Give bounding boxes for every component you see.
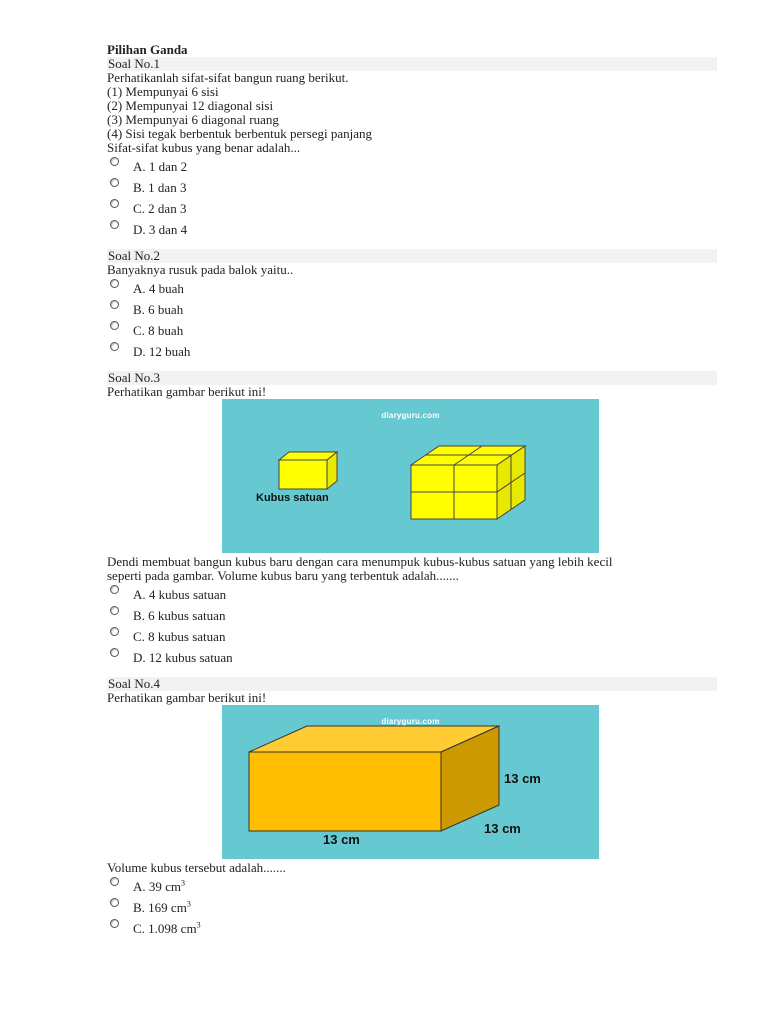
question-2 [107, 249, 717, 361]
orange-cube [249, 726, 499, 831]
stacked-cube [411, 446, 525, 519]
radio-button[interactable] [110, 199, 119, 208]
page-heading: Pilihan Ganda [107, 42, 188, 57]
option-label: C. 2 dan 3 [133, 201, 187, 216]
question-text: Volume kubus tersebut adalah....... [107, 860, 286, 875]
question-4 [107, 677, 717, 938]
question-text: (1) Mempunyai 6 sisi [107, 84, 219, 99]
height-label: 13 cm [504, 771, 541, 786]
answer-option-d[interactable] [107, 340, 717, 361]
question-text: Banyaknya rusuk pada balok yaitu.. [107, 262, 294, 277]
figure-watermark: diaryguru.com [381, 411, 440, 420]
radio-button[interactable] [110, 606, 119, 615]
answer-option-c[interactable] [107, 917, 717, 938]
option-label [133, 922, 201, 936]
option-superscript: 3 [181, 878, 186, 888]
question-3 [107, 371, 717, 667]
answer-option-d[interactable] [107, 646, 717, 667]
option-text: A. 39 cm [133, 879, 182, 894]
answer-option-c[interactable] [107, 625, 717, 646]
answer-option-c[interactable] [107, 319, 717, 340]
answer-option-b[interactable] [107, 176, 717, 197]
option-superscript: 3 [186, 899, 191, 909]
option-label: D. 12 kubus satuan [133, 650, 233, 665]
answer-option-b[interactable] [107, 604, 717, 625]
radio-button[interactable] [110, 178, 119, 187]
option-label: C. 8 buah [133, 323, 184, 338]
unit-cube-label: Kubus satuan [256, 492, 329, 504]
unit-cube [279, 452, 337, 489]
option-label: A. 4 kubus satuan [133, 587, 227, 602]
question-text: Perhatikan gambar berikut ini! [107, 690, 267, 705]
quiz-page [107, 43, 717, 938]
radio-button[interactable] [110, 627, 119, 636]
radio-button[interactable] [110, 877, 119, 886]
radio-button[interactable] [110, 648, 119, 657]
question-text: Sifat-sifat kubus yang benar adalah... [107, 140, 301, 155]
radio-button[interactable] [110, 321, 119, 330]
answer-option-b[interactable] [107, 298, 717, 319]
question-label: Soal No.2 [107, 249, 717, 263]
question-text: Dendi membuat bangun kubus baru dengan cara menumpuk kubus-kubus satuan yang lebih kecil [107, 554, 613, 569]
option-label: C. 8 kubus satuan [133, 629, 226, 644]
question-text: Perhatikanlah sifat-sifat bangun ruang berikut. [107, 70, 349, 85]
answer-option-b[interactable] [107, 896, 717, 917]
radio-button[interactable] [110, 300, 119, 309]
option-label: B. 1 dan 3 [133, 180, 187, 195]
question-text: (4) Sisi tegak berbentuk berbentuk persegi panjang [107, 126, 372, 141]
question-text: seperti pada gambar. Volume kubus baru yang terbentuk adalah....... [107, 568, 459, 583]
answer-option-a[interactable] [107, 875, 717, 896]
cube-illustration [222, 705, 599, 859]
option-text: C. 1.098 cm [133, 921, 197, 936]
radio-button[interactable] [110, 220, 119, 229]
question-label: Soal No.4 [107, 677, 717, 691]
radio-button[interactable] [110, 898, 119, 907]
radio-button[interactable] [110, 919, 119, 928]
question-label: Soal No.1 [107, 57, 717, 71]
option-label: D. 12 buah [133, 344, 191, 359]
radio-button[interactable] [110, 585, 119, 594]
question-text: (3) Mempunyai 6 diagonal ruang [107, 112, 279, 127]
radio-button[interactable] [110, 342, 119, 351]
cubes-illustration [222, 399, 599, 553]
radio-button[interactable] [110, 279, 119, 288]
option-label: D. 3 dan 4 [133, 222, 188, 237]
question-1 [107, 57, 717, 239]
answer-option-a[interactable] [107, 155, 717, 176]
depth-label: 13 cm [484, 821, 521, 836]
question-text: Perhatikan gambar berikut ini! [107, 384, 267, 399]
answer-option-a[interactable] [107, 277, 717, 298]
option-label [133, 901, 191, 915]
option-label [133, 880, 185, 894]
answer-option-c[interactable] [107, 197, 717, 218]
option-text: B. 169 cm [133, 900, 187, 915]
question-text: (2) Mempunyai 12 diagonal sisi [107, 98, 274, 113]
radio-button[interactable] [110, 157, 119, 166]
option-label: A. 1 dan 2 [133, 159, 188, 174]
width-label: 13 cm [323, 832, 360, 847]
option-label: B. 6 buah [133, 302, 184, 317]
option-superscript: 3 [196, 920, 201, 930]
question-label: Soal No.3 [107, 371, 717, 385]
answer-option-a[interactable] [107, 583, 717, 604]
option-label: B. 6 kubus satuan [133, 608, 226, 623]
figure-watermark: diaryguru.com [381, 717, 440, 726]
unit-cube-figure [222, 399, 599, 553]
option-label: A. 4 buah [133, 281, 184, 296]
answer-option-d[interactable] [107, 218, 717, 239]
cube-dimension-figure [222, 705, 599, 859]
